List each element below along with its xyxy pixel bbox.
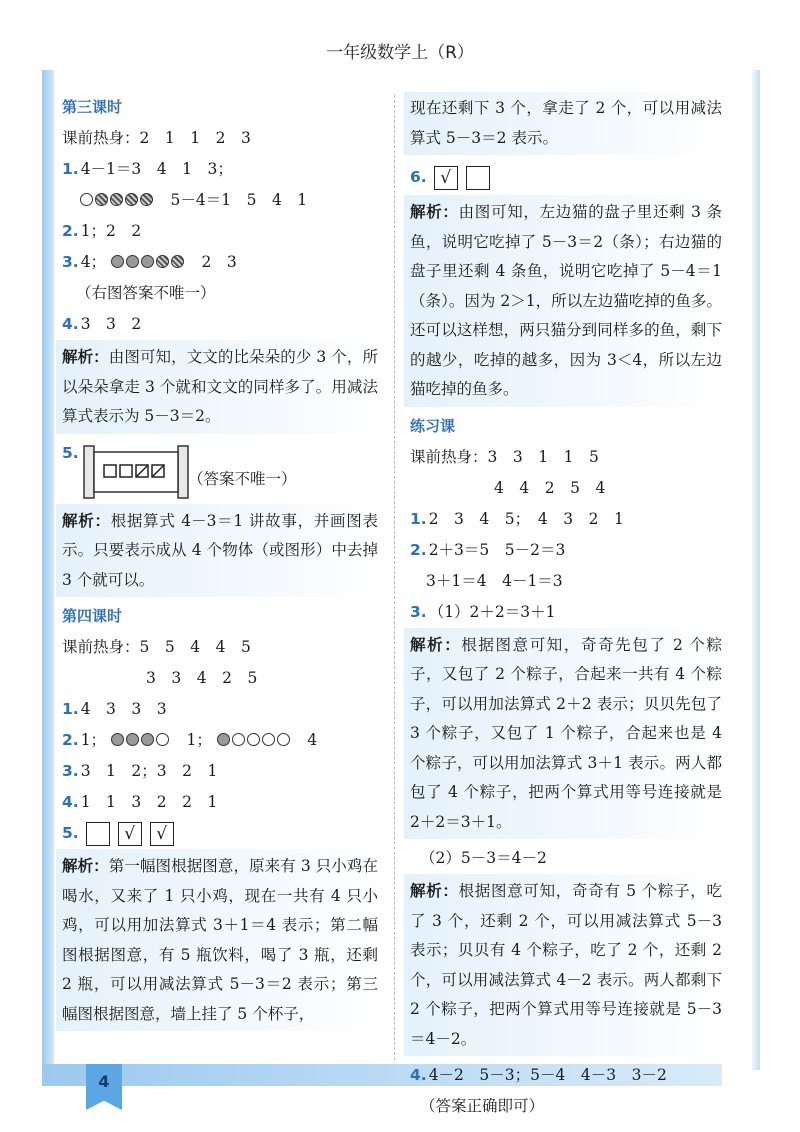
lesson4-question-1: 1. 4 3 3 3 [62, 700, 167, 718]
answer-box [86, 822, 110, 846]
answer-box-check: √ [150, 822, 174, 846]
section-title-lesson3: 第三课时 [62, 98, 123, 116]
practice-question-4-note: （答案正确即可） [420, 1097, 545, 1115]
warmup-line: 课前热身：3 3 1 1 5 [410, 447, 599, 466]
practice-question-4: 4. 4－2 5－3；5－4 4－3 3－2 [410, 1066, 667, 1084]
question-2: 2. 1；2 2 [62, 222, 142, 240]
lesson4-question-4: 4. 1 1 3 2 2 1 [62, 793, 218, 811]
scroll-drawing [82, 444, 190, 500]
struck-circle-icon [171, 255, 184, 268]
filled-circle-icon [126, 255, 139, 268]
filled-circle-icon [141, 255, 154, 268]
circle-icon [80, 193, 93, 206]
book-header: 一年级数学上（R） [326, 43, 474, 63]
filled-circle-icon [217, 733, 230, 746]
page-number: 4 [98, 1072, 110, 1091]
left-column [62, 92, 384, 1035]
circle-icon [277, 733, 290, 746]
practice-question-3-analysis-2: 解析：根据图意可知，奇奇有 5 个粽子，吃了 3 个，还剩 2 个，可以用减法算式 5－3 表示；贝贝有 4 个粽子，吃了 2 个，还剩 2 个，可以用减法算式 4－2 表示。两人都剩下 2 个粽子，把两个算式用等号连接就是 5－3＝4－2。 [404, 874, 728, 1056]
right-decorative-bar [752, 70, 760, 1070]
left-decorative-bar [42, 70, 54, 1070]
struck-circle-icon [125, 193, 138, 206]
filled-circle-icon [111, 255, 124, 268]
struck-circle-icon [140, 193, 153, 206]
circle-icon [262, 733, 275, 746]
question-5-note: （答案不唯一） [188, 469, 297, 488]
lesson4-question-5-analysis: 解析：第一幅图根据图意，原来有 3 只小鸡在喝水，又来了 1 只小鸡，现在一共有 4 只小鸡，可以用加法算式 3＋1＝4 表示；第二幅图根据图意，有 5 瓶饮料，喝了 3 瓶，还剩 2 瓶，可以用减法算式 5－3＝2 表示；第三幅图根据图意，墙上挂了 5 个杯子， [56, 849, 384, 1031]
question-1: 1. 4－1＝3 4 1 3； [62, 160, 233, 178]
question-5: 5. （答案不唯一） [62, 438, 384, 504]
question-6-analysis: 解析：由图可知，左边猫的盘子里还剩 3 条鱼，说明它吃掉了 5－3＝2（条）；右边猫的盘子里还剩 4 条鱼，说明它吃掉了 5－4＝1（条）。因为 2＞1，所以左边猫吃掉的鱼多。还可以这样想，两只猫分到同样多的鱼，剩下的越少，吃掉的越多，因为 3＜4，所以左边猫吃掉的鱼多。 [404, 195, 728, 407]
warmup-line: 4 4 2 5 4 [494, 478, 606, 497]
question-3: 3. 4； 2 3 [62, 253, 237, 271]
column-divider [394, 95, 395, 1060]
practice-question-3-analysis-1: 解析：根据图意可知，奇奇先包了 2 个粽子，又包了 2 个粽子，合起来一共有 4 个粽子，可以用加法算式 2＋2 表示；贝贝先包了 3 个粽子，又包了 1 个粽子，合起来也是 4 个粽子，可以用加法算式 3＋1 表示。两人都包了 4 个粽子，把两个算式用等号连接就是 2＋2＝3＋1。 [404, 628, 728, 840]
circle-icon [247, 733, 260, 746]
struck-circle-icon [110, 193, 123, 206]
filled-circle-icon [141, 733, 154, 746]
section-title-lesson4: 第四课时 [62, 607, 123, 625]
right-column [410, 92, 728, 1122]
filled-circle-icon [111, 733, 124, 746]
filled-circle-icon [126, 733, 139, 746]
lesson4-question-3: 3. 3 1 2；3 2 1 [62, 762, 218, 780]
question-3-note: （右图答案不唯一） [76, 284, 216, 302]
question-5-analysis: 解析：根据算式 4－3＝1 讲故事，并画图表示。只要表示成从 4 个物体（或图形）中去掉 3 个就可以。 [56, 504, 384, 598]
practice-question-2-line2: 3＋1＝4 4－1＝3 [426, 571, 563, 590]
struck-circle-icon [95, 193, 108, 206]
warmup-line: 课前热身：5 5 4 4 5 [62, 638, 251, 656]
practice-question-1: 1. 2 3 4 5； 4 3 2 1 [410, 509, 624, 528]
section-title-practice: 练习课 [410, 416, 456, 435]
warmup-line: 课前热身：2 1 1 2 3 [62, 129, 251, 147]
question-4: 4. 3 3 2 [62, 315, 142, 333]
question-1-circles: 5－4＝1 5 4 1 [62, 185, 384, 216]
question-4-analysis: 解析：由图可知，文文的比朵朵的少 3 个，所以朵朵拿走 3 个就和文文的同样多了。用减法算式表示为 5－3＝2。 [56, 340, 384, 434]
answer-box [466, 166, 490, 190]
answer-box-check: √ [434, 166, 458, 190]
circle-icon [156, 733, 169, 746]
continued-analysis: 现在还剩下 3 个，拿走了 2 个，可以用减法算式 5－3＝2 表示。 [404, 92, 728, 155]
circle-icon [232, 733, 245, 746]
lesson4-question-2: 2. 1； 1； 4 [62, 731, 318, 749]
practice-question-3-part2: （2）5－3＝4－2 [420, 849, 547, 867]
warmup-line: 3 3 4 2 5 [146, 669, 258, 687]
question-6: 6. √ [410, 159, 728, 195]
answer-box-check: √ [118, 822, 142, 846]
practice-question-2: 2. 2＋3＝5 5－2＝3 [410, 540, 566, 559]
practice-question-3: 3. （1）2＋2＝3＋1 [410, 602, 556, 621]
lesson4-question-5: 5. √ √ [62, 818, 384, 849]
struck-circle-icon [156, 255, 169, 268]
